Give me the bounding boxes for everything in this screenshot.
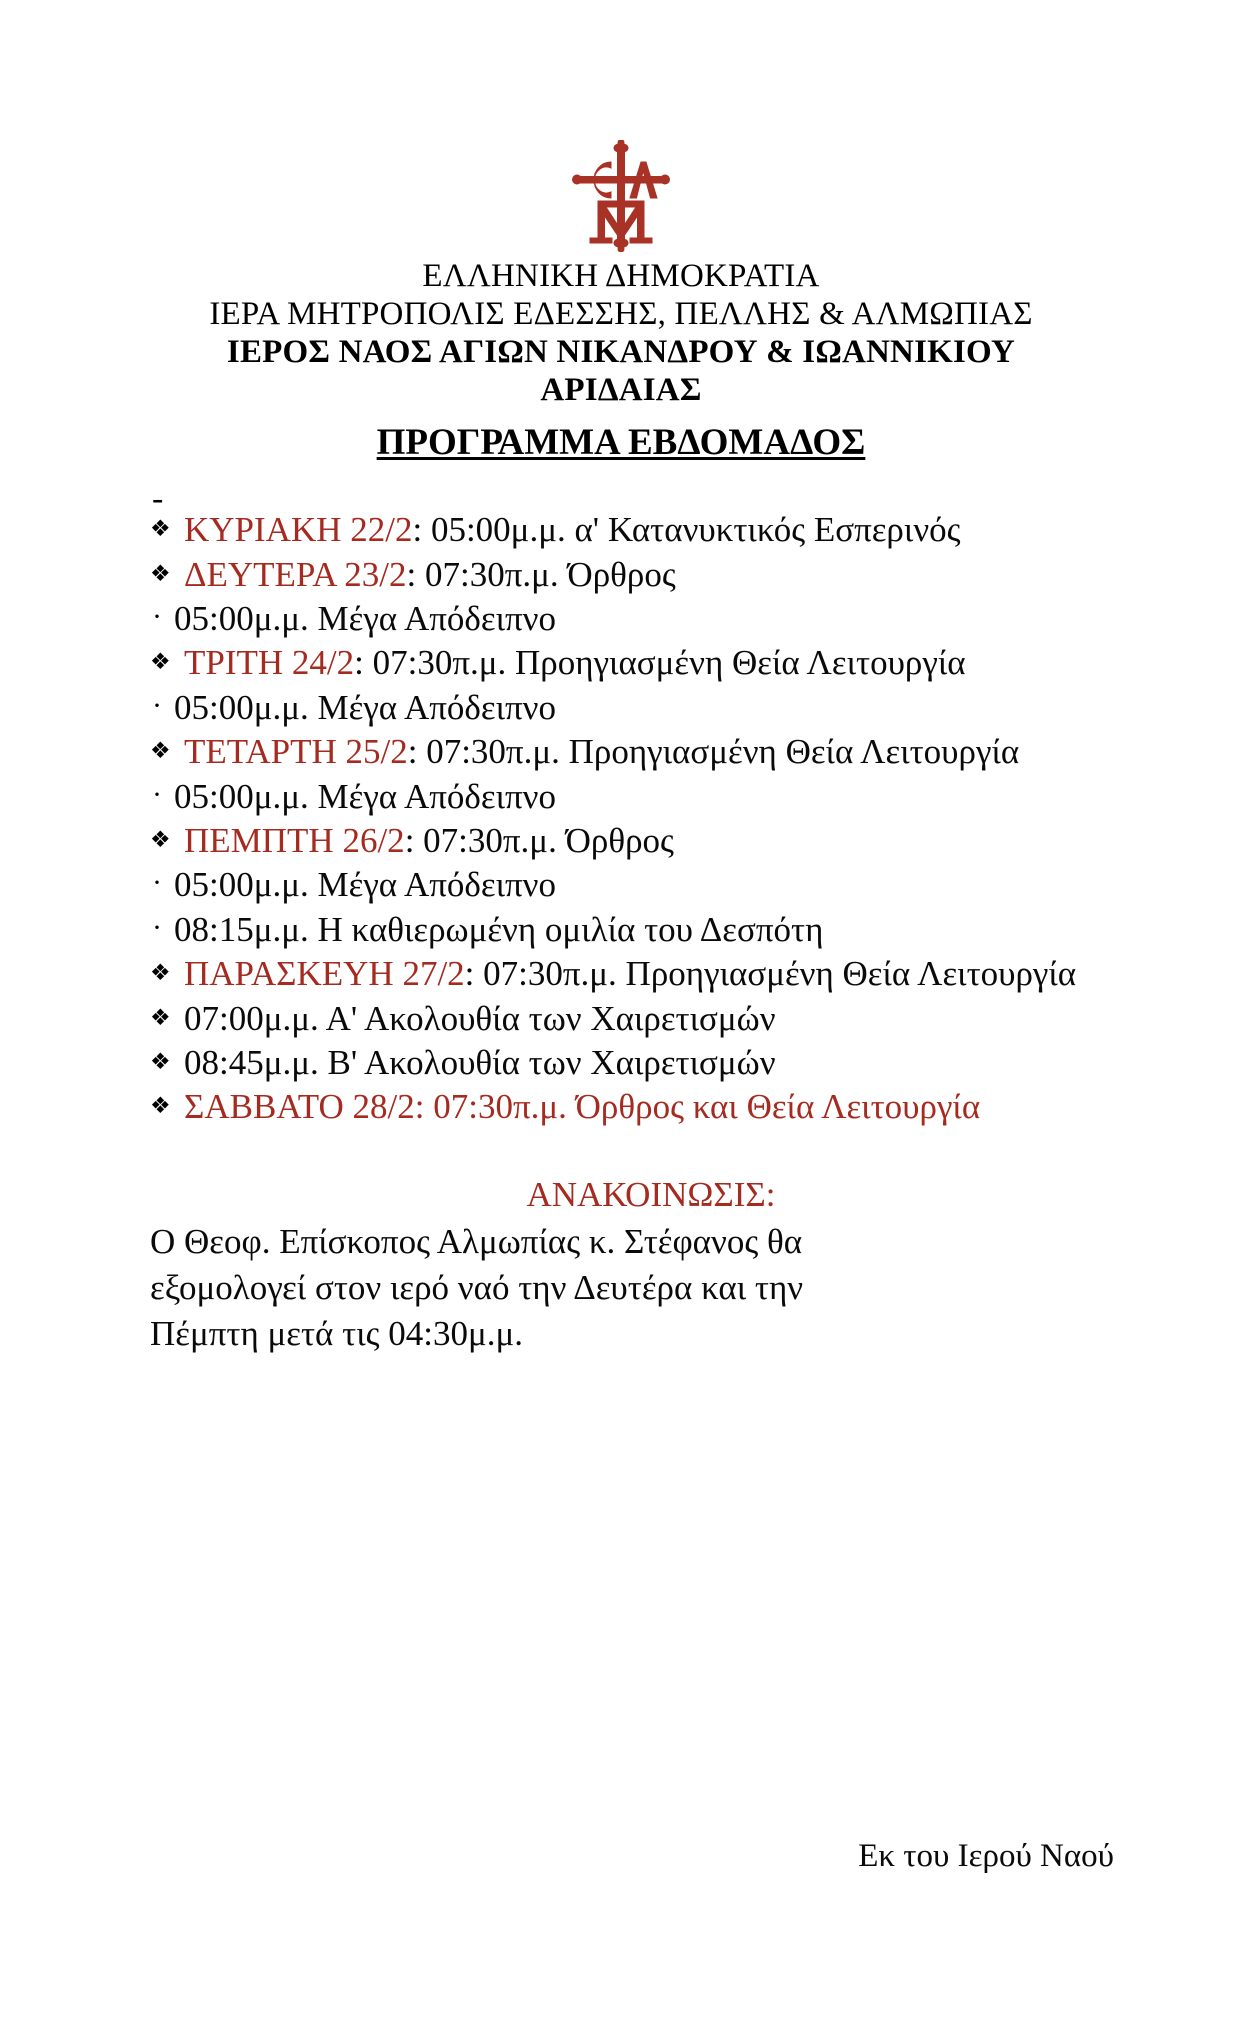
schedule-detail: 08:45μ.μ. Β' Ακολουθία των Χαιρετισμών	[184, 1042, 776, 1082]
dot-bullet-icon: ·	[152, 688, 162, 722]
dot-bullet-icon: ·	[152, 866, 162, 900]
diamond-bullet-icon: ❖	[150, 827, 171, 853]
letterhead-line-metropolis: ΙΕΡΑ ΜΗΤΡΟΠΟΛΙΣ ΕΔΕΣΣΗΣ, ΠΕΛΛΗΣ & ΑΛΜΩΠΙΑΣ	[209, 295, 1033, 332]
stray-dash: -	[152, 482, 164, 509]
dot-bullet-icon: ·	[152, 600, 162, 634]
list-item	[150, 730, 1152, 773]
diamond-bullet-icon: ❖	[150, 1093, 171, 1119]
letterhead-line-republic: ΕΛΛΗΝΙΚΗ ΔΗΜΟΚΡΑΤΙΑ	[422, 258, 820, 294]
announcement-line-3: Πέμπτη μετά τις 04:30μ.μ.	[150, 1313, 523, 1353]
schedule-detail: : 07:30π.μ. Προηγιασμένη Θεία Λειτουργία	[354, 643, 966, 683]
schedule-detail: 07:00μ.μ. Α' Ακολουθία των Χαιρετισμών	[184, 998, 776, 1038]
list-item	[152, 775, 1152, 818]
diamond-bullet-icon: ❖	[150, 560, 171, 586]
metropolis-monogram-icon	[567, 140, 675, 252]
schedule-detail: : 05:00μ.μ. α' Κατανυκτικός Εσπερινός	[412, 510, 961, 550]
list-item	[150, 508, 1152, 551]
list-item	[150, 641, 1152, 684]
schedule-day: ΔΕΥΤΕΡΑ 23/2	[184, 554, 407, 594]
diamond-bullet-icon: ❖	[150, 738, 171, 764]
list-item	[150, 952, 1152, 995]
schedule-day: ΠΕΜΠΤΗ 26/2	[184, 821, 405, 861]
schedule-detail: 05:00μ.μ. Μέγα Απόδειπνο	[174, 599, 556, 639]
announcement-title: ΑΝΑΚΟΙΝΩΣΙΣ:	[526, 1174, 776, 1214]
list-item	[152, 686, 1152, 729]
schedule-day: ΤΕΤΑΡΤΗ 25/2	[184, 732, 408, 772]
dot-bullet-icon: ·	[152, 777, 162, 811]
schedule-day: ΚΥΡΙΑΚΗ 22/2	[184, 510, 413, 550]
emblem-container	[0, 0, 1242, 252]
schedule-day: ΤΡΙΤΗ 24/2	[184, 643, 355, 683]
list-item	[150, 997, 1152, 1040]
diamond-bullet-icon: ❖	[150, 649, 171, 675]
weekly-schedule-list	[150, 508, 1152, 1128]
signature-footer: Εκ του Ιερού Ναού	[858, 1838, 1114, 1874]
schedule-detail: : 07:30π.μ. Προηγιασμένη Θεία Λειτουργία	[407, 732, 1020, 772]
diamond-bullet-icon: ❖	[150, 1048, 171, 1074]
content-area	[0, 482, 1242, 1357]
list-item	[150, 819, 1152, 862]
list-item	[152, 597, 1152, 640]
letterhead-line-church: ΙΕΡΟΣ ΝΑΟΣ ΑΓΙΩΝ ΝΙΚΑΝΔΡΟΥ & ΙΩΑΝΝΙΚΙΟΥ	[226, 333, 1016, 370]
schedule-detail: : 07:30π.μ. Όρθρος και Θεία Λειτουργία	[414, 1087, 981, 1127]
diamond-bullet-icon: ❖	[150, 516, 171, 542]
schedule-day: ΣΑΒΒΑΤΟ 28/2	[184, 1087, 415, 1127]
list-item	[150, 1085, 1152, 1128]
schedule-detail: 08:15μ.μ. Η καθιερωμένη ομιλία του Δεσπότη	[174, 909, 824, 949]
schedule-detail: 05:00μ.μ. Μέγα Απόδειπνο	[174, 687, 556, 727]
schedule-detail: : 07:30π.μ. Όρθρος	[404, 821, 674, 861]
schedule-day: ΠΑΡΑΣΚΕΥΗ 27/2	[184, 954, 465, 994]
list-item	[150, 553, 1152, 596]
schedule-detail: 05:00μ.μ. Μέγα Απόδειπνο	[174, 865, 556, 905]
schedule-detail: : 07:30π.μ. Προηγιασμένη Θεία Λειτουργία	[464, 954, 1077, 994]
page-title: ΠΡΟΓΡΑΜΜΑ ΕΒΔΟΜΑΔΟΣ	[376, 421, 866, 463]
announcement-line-2: εξομολογεί στον ιερό ναό την Δευτέρα και την	[150, 1267, 804, 1307]
letterhead	[0, 258, 1242, 410]
announcement-section	[150, 1173, 1152, 1357]
announcement-line-1: Ο Θεοφ. Επίσκοπος Αλμωπίας κ. Στέφανος θα	[150, 1221, 803, 1261]
list-item	[152, 908, 1152, 951]
announcement-body	[150, 1219, 1152, 1358]
schedule-detail: : 07:30π.μ. Όρθρος	[406, 554, 676, 594]
diamond-bullet-icon: ❖	[150, 960, 171, 986]
diamond-bullet-icon: ❖	[150, 1004, 171, 1030]
list-item	[150, 1041, 1152, 1084]
letterhead-line-city: ΑΡΙΔΑΙΑΣ	[540, 371, 702, 408]
schedule-detail: 05:00μ.μ. Μέγα Απόδειπνο	[174, 776, 556, 816]
dot-bullet-icon: ·	[152, 910, 162, 944]
list-item	[152, 863, 1152, 906]
